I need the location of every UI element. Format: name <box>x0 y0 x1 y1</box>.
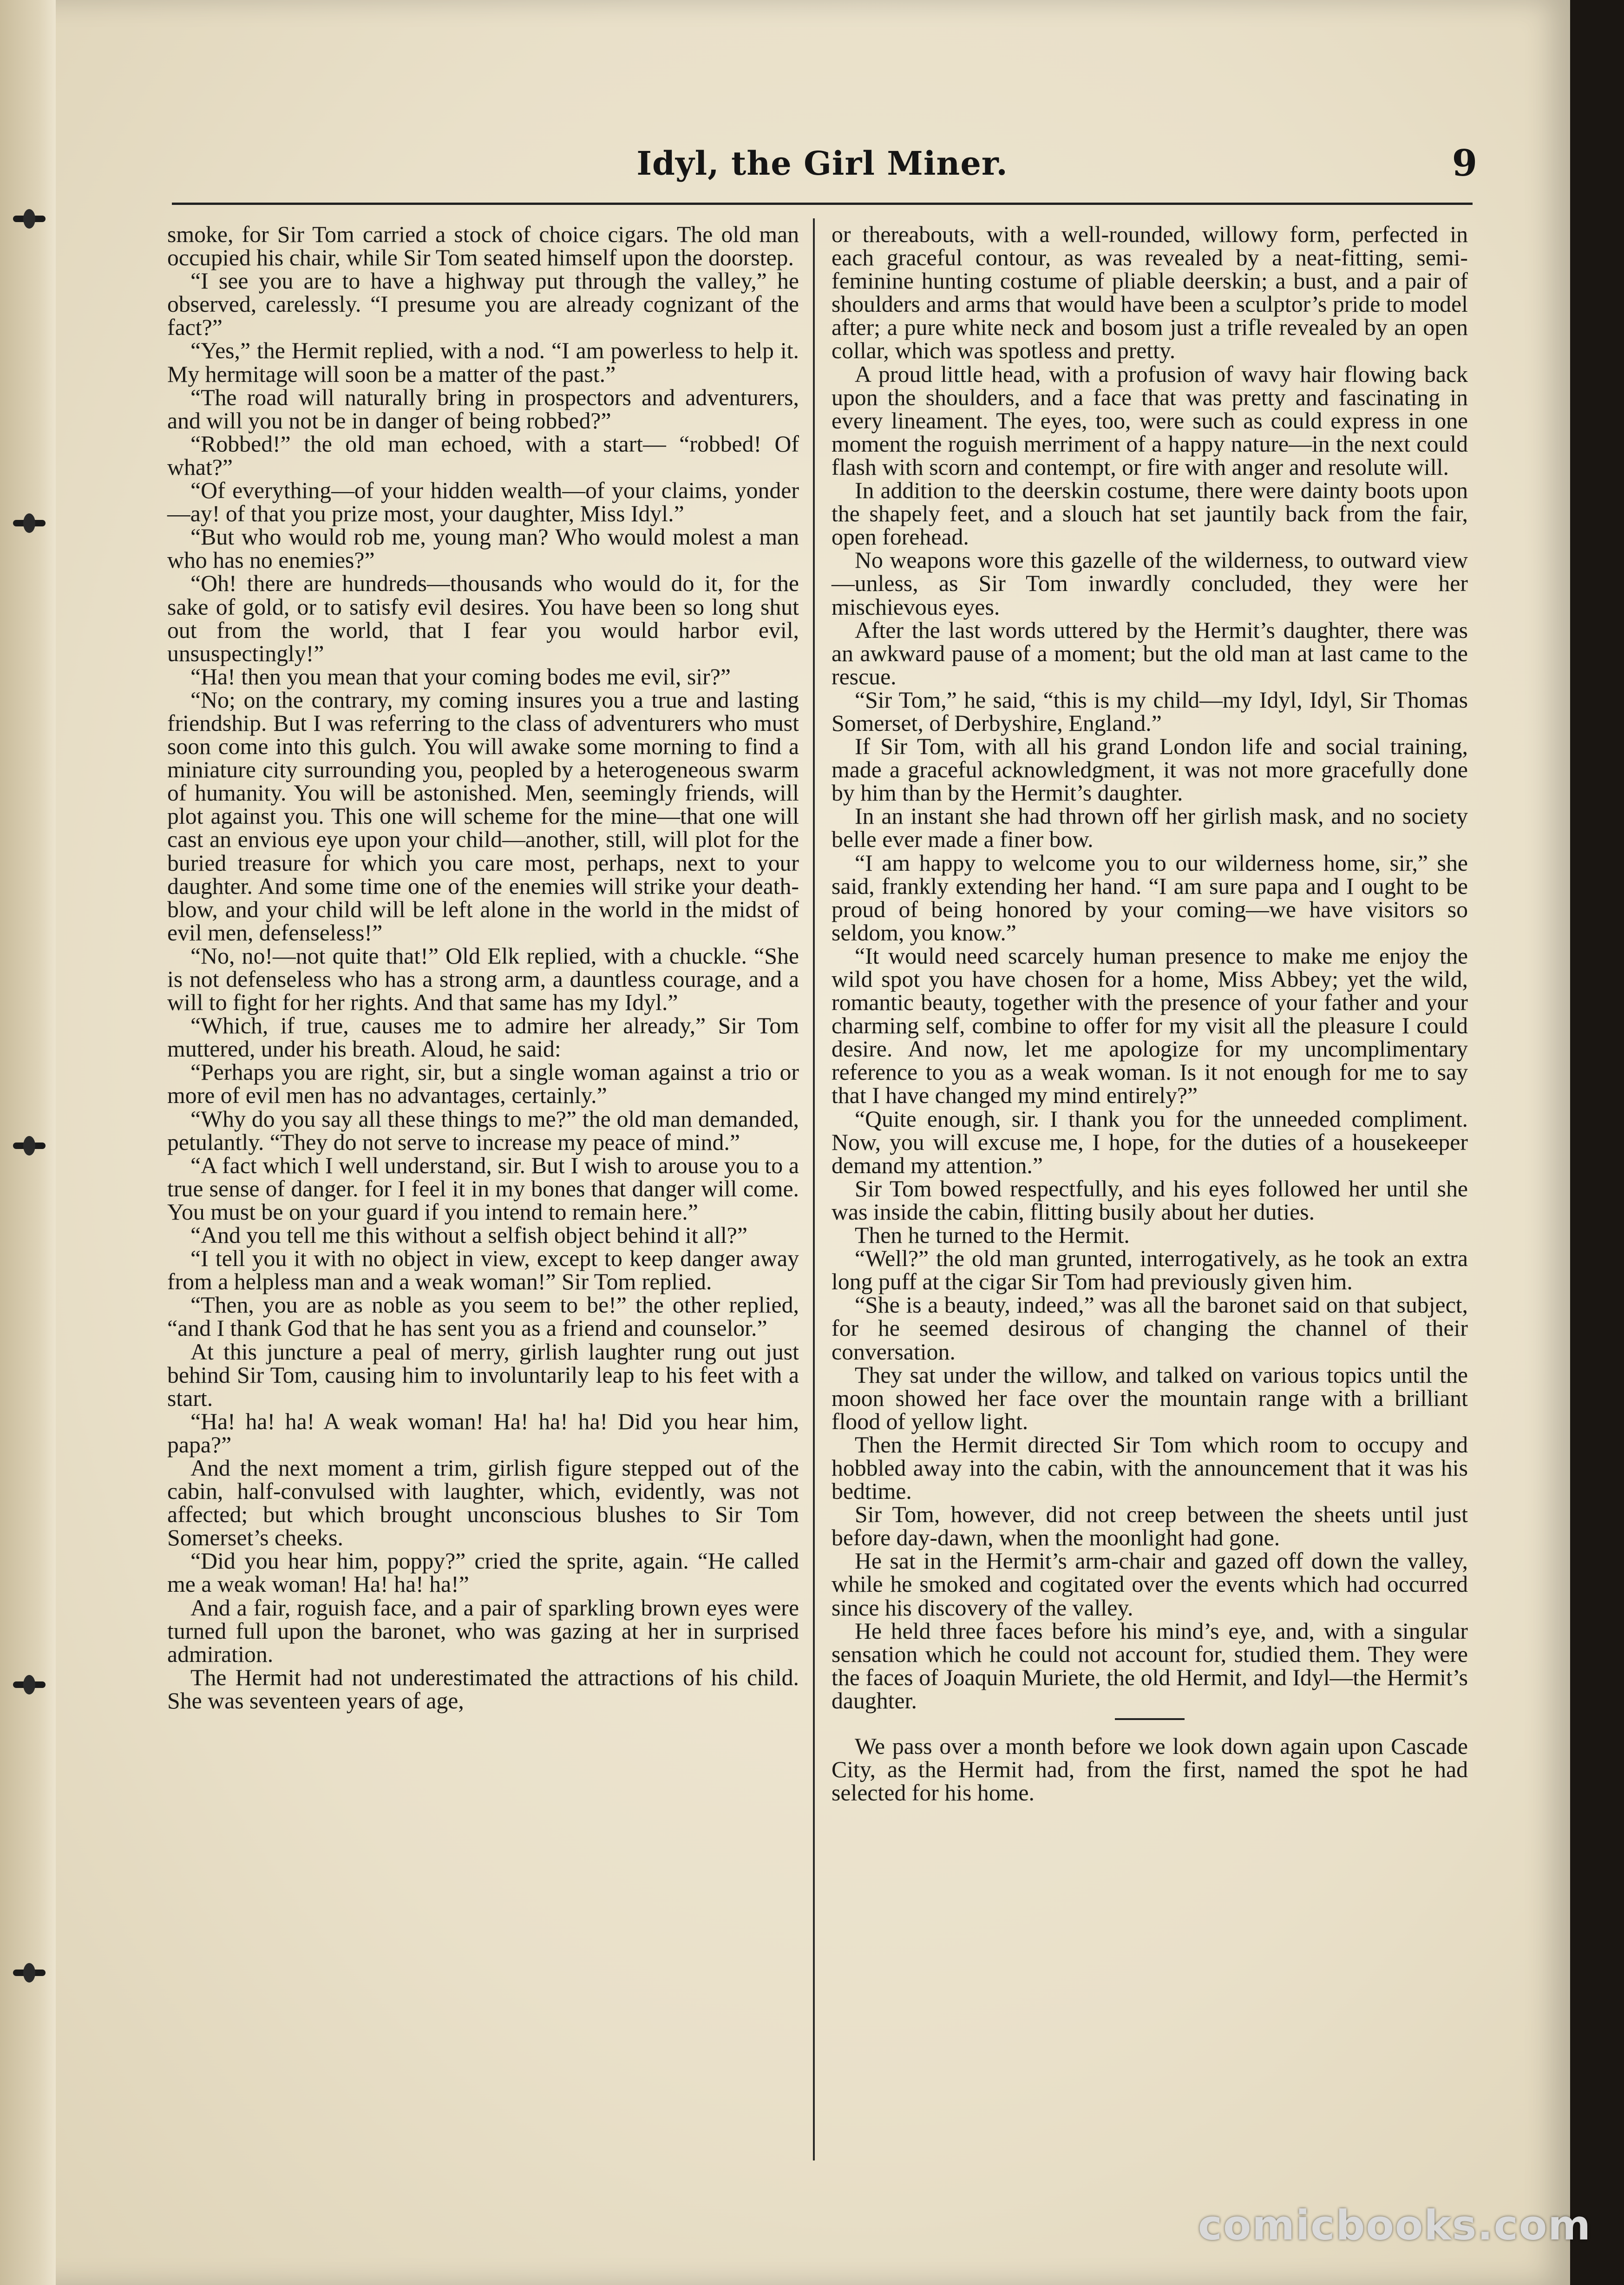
paragraph: “Then, you are as noble as you seem to be!” the other replied, “and I thank God that he has sent you as a friend and counselor.” <box>167 1292 799 1341</box>
paragraph: At this juncture a peal of merry, girlish laughter rung out just behind Sir Tom, causing him to involuntarily leap to his feet with a start. <box>167 1339 799 1411</box>
paragraph: Then he turned to the Hermit. <box>855 1222 1130 1248</box>
page-number: 9 <box>1452 142 1477 184</box>
staple-hole-2 <box>13 513 46 533</box>
paragraph: “I tell you it with no object in view, except to keep danger away from a helpless man and a weak woman!” Sir Tom replied. <box>167 1246 799 1295</box>
paragraph: “The road will naturally bring in prospectors and adventurers, and will you not be in danger of being robbed?” <box>167 384 799 433</box>
paragraph: “Ha! then you mean that your coming bodes me evil, sir?” <box>190 663 731 689</box>
paragraph: “Quite enough, sir. I thank you for the unneeded compliment. Now, you will excuse me, I hope, for the duties of a housekeeper demand my attention.” <box>832 1106 1468 1178</box>
header-rule <box>172 203 1473 205</box>
paragraph: After the last words uttered by the Hermit’s daughter, there was an awkward pause of a moment; but the old man at last came to the rescue. <box>832 617 1468 689</box>
section-break-rule <box>1115 1718 1185 1720</box>
paragraph: “I am happy to welcome you to our wilderness home, sir,” she said, frankly extending her hand. “I am sure papa and I ought to be proud of being honored by your coming—we have visitors so seldom, you know.” <box>832 850 1468 946</box>
paragraph: “Sir Tom,” he said, “this is my child—my Idyl, Idyl, Sir Thomas Somerset, of Derbyshire, England.” <box>832 687 1468 736</box>
paragraph: or thereabouts, with a well-rounded, willowy form, perfected in each graceful contour, as was revealed by a neat-fitting, semi-feminine hunting costume of pliable deerskin; a bust, and a pair of shoulders and arms that would have been a sculptor’s pride to model after; a pure white neck and bosom just a trifle revealed by an open collar, which was spotless and pretty. <box>832 222 1468 364</box>
paragraph: “It would need scarcely human presence to make me enjoy the wild spot you have chosen for a home, Miss Abbey; yet the wild, romantic beauty, together with the presence of your father and your charming self, combine to offer for my visit all the pleasure I could desire. And now, let me apologize for my uncomplimentary reference to you as a weak woman. Is it not enough for me to say that I have changed my mind entirely?” <box>832 943 1468 1109</box>
paragraph: “Oh! there are hundreds—thousands who would do it, for the sake of gold, or to satisfy evil desires. You have been so long shut out from the world, that I fear you would harbor evil, unsuspectingly!” <box>167 571 799 666</box>
paragraph: “Which, if true, causes me to admire her already,” Sir Tom muttered, under his breath. Aloud, he said: <box>167 1013 799 1062</box>
paragraph: “Of everything—of your hidden wealth—of your claims, yonder—ay! of that you prize most, your daughter, Miss Idyl.” <box>167 478 799 527</box>
right-column <box>832 223 1468 1805</box>
paragraph: “I see you are to have a highway put through the valley,” he observed, carelessly. “I presume you are already cognizant of the fact?” <box>167 268 799 341</box>
paragraph: Sir Tom bowed respectfully, and his eyes followed her until she was inside the cabin, flitting busily about her duties. <box>832 1175 1468 1225</box>
paragraph: We pass over a month before we look down again upon Cascade City, as the Hermit had, from the first, named the spot he had selected for his home. <box>832 1733 1468 1806</box>
staple-hole-4 <box>13 1675 46 1694</box>
staple-hole-5 <box>13 1963 46 1983</box>
paragraph: “Why do you say all these things to me?” the old man demanded, petulantly. “They do not serve to increase my peace of mind.” <box>167 1106 799 1155</box>
paragraph: “Robbed!” the old man echoed, with a start— “robbed! Of what?” <box>167 431 799 480</box>
paragraph: “Well?” the old man grunted, interrogatively, as he took an extra long puff at the cigar Sir Tom had previously given him. <box>832 1246 1468 1295</box>
paragraph: The Hermit had not underestimated the attractions of his child. She was seventeen years of age, <box>167 1664 799 1714</box>
paragraph: smoke, for Sir Tom carried a stock of choice cigars. The old man occupied his chair, while Sir Tom seated himself upon the doorstep. <box>167 222 799 271</box>
page-header <box>167 139 1477 195</box>
paragraph: In an instant she had thrown off her girlish mask, and no society belle ever made a finer bow. <box>832 803 1468 853</box>
paragraph: “Did you hear him, poppy?” cried the sprite, again. “He called me a weak woman! Ha! ha! ha!” <box>167 1548 799 1597</box>
paragraph: “No, no!—not quite that!” Old Elk replied, with a chuckle. “She is not defenseless who has a strong arm, a dauntless courage, and a will to fight for her rights. And that same has my Idyl.” <box>167 943 799 1016</box>
paragraph: “But who would rob me, young man? Who would molest a man who has no enemies?” <box>167 524 799 573</box>
paragraph: And a fair, roguish face, and a pair of sparkling brown eyes were turned full upon the baronet, who was gazing at her in surprised admiration. <box>167 1595 799 1667</box>
running-title: Idyl, the Girl Miner. <box>636 144 1008 183</box>
paragraph: “She is a beauty, indeed,” was all the baronet said on that subject, for he seemed desirous of changing the channel of their conversation. <box>832 1292 1468 1365</box>
paragraph: Sir Tom, however, did not creep between the sheets until just before day-dawn, when the moonlight had gone. <box>832 1502 1468 1551</box>
staple-hole-3 <box>13 1136 46 1156</box>
paragraph: “No; on the contrary, my coming insures you a true and lasting friendship. But I was referring to the class of adventurers who must soon come into this gulch. You will awake some morning to find a miniature city surrounding you, peopled by a heterogeneous swarm of humanity. You will be astonished. Men, seemingly friends, will plot against you. This one will scheme for the mine—that one will cast an envious eye upon your child—another, still, will plot for the buried treasure for which you care most, perhaps, next to your daughter. And some time one of the enemies will strike your death-blow, and your child will be left alone in the world in the midst of evil men, defenseless!” <box>167 687 799 946</box>
left-column <box>167 223 799 1713</box>
paragraph: A proud little head, with a profusion of wavy hair flowing back upon the shoulders, and a face that was pretty and fascinating in every lineament. The eyes, too, were such as could express in one moment the roguish merriment of a happy nature—in the next could flash with scorn and contempt, or fire with anger and resolute will. <box>832 361 1468 480</box>
paragraph: He held three faces before his mind’s eye, and, with a singular sensation which he could not account for, studied them. They were the faces of Joaquin Muriete, the old Hermit, and Idyl—the Hermit’s daughter. <box>832 1618 1468 1714</box>
paragraph: In addition to the deerskin costume, there were dainty boots upon the shapely feet, and a slouch hat set jauntily back from the fair, open forehead. <box>832 478 1468 550</box>
binding-gutter <box>0 0 56 2285</box>
paragraph: They sat under the willow, and talked on various topics until the moon showed her face over the mountain range with a brilliant flood of yellow light. <box>832 1362 1468 1434</box>
watermark: comicbooks.com <box>1198 2201 1591 2249</box>
paragraph: “Yes,” the Hermit replied, with a nod. “I am powerless to help it. My hermitage will soon be a matter of the past.” <box>167 338 799 387</box>
paragraph: He sat in the Hermit’s arm-chair and gazed off down the valley, while he smoked and cogitated over the events which had occurred since his discovery of the valley. <box>832 1548 1468 1621</box>
staple-hole-1 <box>13 209 46 229</box>
paragraph: Then the Hermit directed Sir Tom which room to occupy and hobbled away into the cabin, with the announcement that it was his bedtime. <box>832 1431 1468 1504</box>
paragraph: “A fact which I well understand, sir. But I wish to arouse you to a true sense of danger. for I feel it in my bones that danger will come. You must be on your guard if you intend to remain here.” <box>167 1152 799 1225</box>
paragraph: “And you tell me this without a selfish object behind it all?” <box>190 1222 748 1248</box>
paragraph: And the next moment a trim, girlish figure stepped out of the cabin, half-convulsed with laughter, which, evidently, was not affected; but which brought unconscious blushes to Sir Tom Somerset’s cheeks. <box>167 1455 799 1551</box>
paragraph: “Perhaps you are right, sir, but a single woman against a trio or more of evil men has no advantages, certainly.” <box>167 1059 799 1109</box>
paragraph: “Ha! ha! ha! A weak woman! Ha! ha! ha! Did you hear him, papa?” <box>167 1408 799 1458</box>
paragraph: If Sir Tom, with all his grand London life and social training, made a graceful acknowledgment, it was not more gracefully done by him than by the Hermit’s daughter. <box>832 734 1468 806</box>
column-divider <box>813 218 815 2160</box>
paragraph: No weapons wore this gazelle of the wilderness, to outward view—unless, as Sir Tom inwardly concluded, they were her mischievous eyes. <box>832 547 1468 620</box>
